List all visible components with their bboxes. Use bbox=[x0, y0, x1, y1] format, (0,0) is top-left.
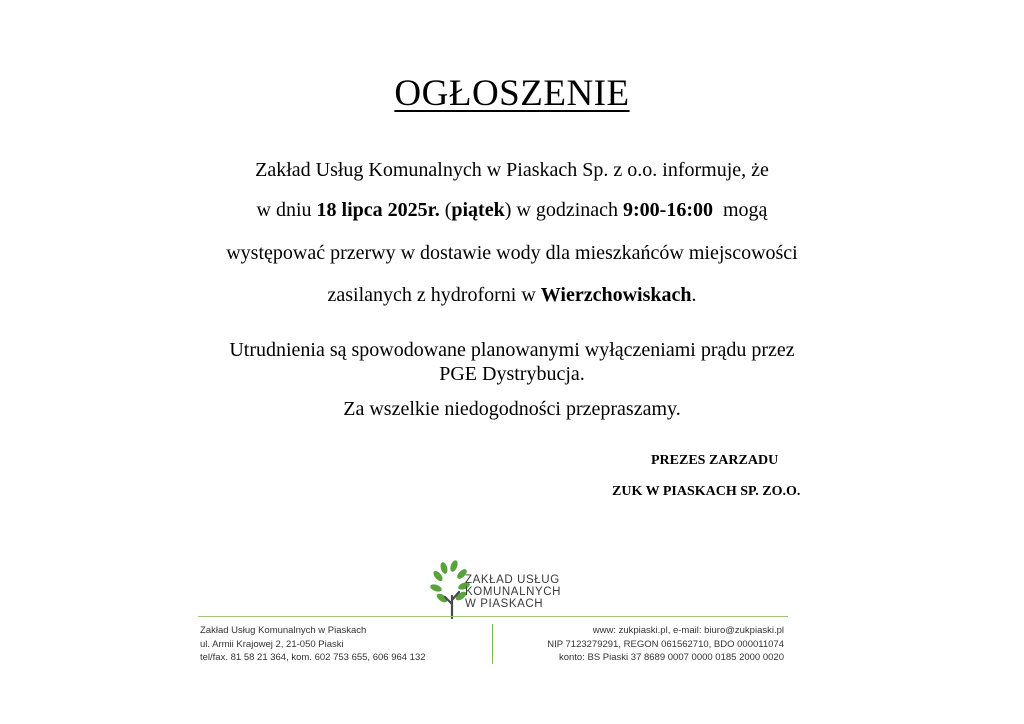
signature-organization: ZUK W PIASKACH SP. ZO.O. bbox=[612, 484, 801, 499]
outage-date: 18 lipca 2025r. bbox=[316, 199, 440, 221]
footer-right-line-2: NIP 7123279291, REGON 061562710, BDO 000011074 bbox=[547, 638, 784, 650]
text-fragment: mogą bbox=[713, 199, 768, 221]
logo-line-2: KOMUNALNYCH bbox=[465, 586, 562, 598]
logo-line-1: ZAKŁAD USŁUG bbox=[465, 574, 560, 586]
body-line-1: Zakład Usług Komunalnych w Piaskach Sp. z o.o. informuje, że bbox=[255, 159, 769, 181]
body-line-6: PGE Dystrybucja. bbox=[439, 363, 585, 385]
footer-right-line-3: konto: BS Piaski 37 8689 0007 0000 0185 2000 0020 bbox=[558, 652, 784, 663]
body-line-3: występować przerwy w dostawie wody dla mieszkańców miejscowości bbox=[226, 242, 798, 264]
logo-text bbox=[465, 574, 561, 610]
footer-vertical-divider bbox=[492, 624, 493, 664]
outage-location: Wierzchowiskach bbox=[540, 284, 692, 306]
footer-left-line-3: tel/fax. 81 58 21 364, kom. 602 753 655, 606 964 132 bbox=[200, 652, 426, 663]
body-line-4 bbox=[0, 284, 1024, 307]
body-line-5: Utrudnienia są spowodowane planowanymi wyłączeniami prądu przez bbox=[229, 339, 795, 361]
text-fragment: zasilanych z hydroforni w bbox=[327, 284, 541, 306]
logo-trunk bbox=[445, 592, 459, 618]
outage-hours: 9:00-16:00 bbox=[623, 199, 713, 221]
logo-leaf bbox=[439, 561, 448, 574]
text-fragment: w dniu bbox=[256, 199, 317, 221]
logo-line-3: W PIASKACH bbox=[465, 598, 544, 610]
text-fragment: . bbox=[691, 284, 697, 306]
announcement-title: OGŁOSZENIE bbox=[394, 73, 630, 114]
footer-right-line-1: www: zukpiaski.pl, e-mail: biuro@zukpiaski.pl bbox=[592, 625, 784, 636]
body-line-2 bbox=[0, 199, 1024, 222]
footer-contact bbox=[547, 624, 784, 665]
outage-day: piątek bbox=[451, 199, 505, 221]
footer-address bbox=[200, 624, 426, 665]
footer-divider bbox=[198, 616, 788, 617]
text-fragment: ) w godzinach bbox=[504, 199, 624, 221]
text-fragment: ( bbox=[439, 199, 452, 221]
logo-leaf bbox=[430, 583, 443, 593]
footer-left-line-2: ul. Armii Krajowej 2, 21-050 Piaski bbox=[200, 638, 344, 650]
footer-left-line-1: Zakład Usług Komunalnych w Piaskach bbox=[200, 625, 367, 636]
signature-role: PREZES ZARZADU bbox=[651, 453, 779, 468]
logo-leaf bbox=[449, 560, 459, 573]
apology-line: Za wszelkie niedogodności przepraszamy. bbox=[343, 398, 681, 420]
